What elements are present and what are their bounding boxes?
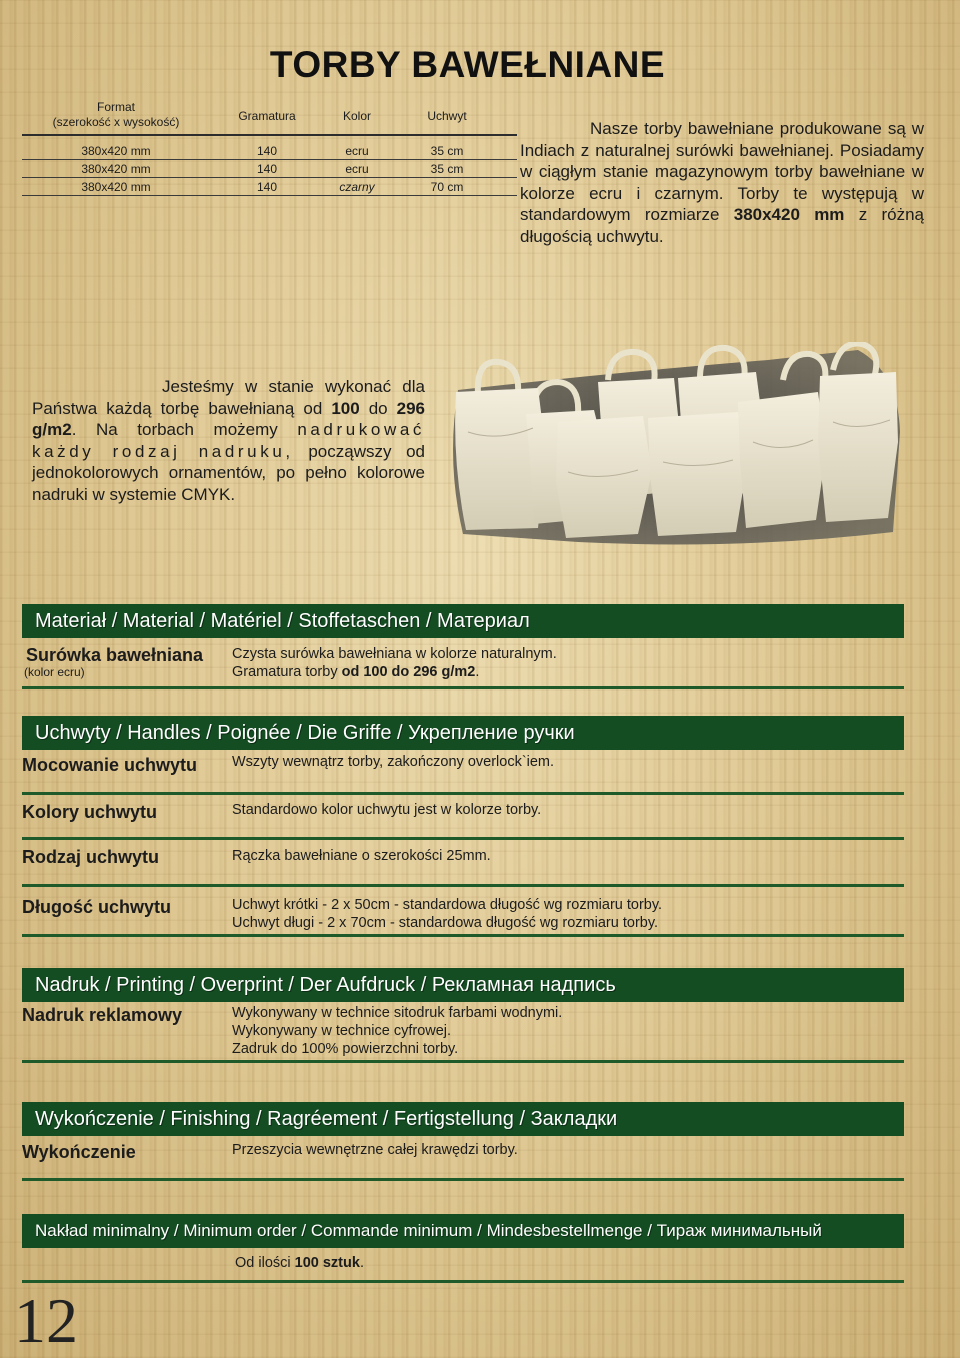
page-number: 12 (14, 1285, 78, 1356)
minimum-quantity: 100 sztuk (294, 1255, 360, 1271)
divider (22, 1178, 904, 1181)
handle-length-label: Długość uchwytu (22, 897, 172, 917)
custom-text: do (359, 398, 397, 418)
handle-type-label: Rodzaj uchwytu (22, 847, 160, 867)
material-line: Gramatura torby (232, 664, 342, 680)
intro-paragraph (520, 118, 924, 247)
divider (22, 884, 904, 887)
intro-text-end: z różną długością uchwytu. (520, 205, 924, 246)
divider (22, 1060, 904, 1063)
page-title: TORBY BAWEŁNIANE (269, 44, 666, 85)
handle-mounting-label: Mocowanie uchwytu (22, 755, 198, 775)
printing-heading: Nadruk / Printing / Overprint / Der Aufdruck / Рекламная надпись (22, 968, 904, 1002)
cell-color: czarny (339, 180, 375, 194)
minimum-order-heading: Nakład minimalny / Minimum order / Commande minimum / Mindesbestellmenge / Тираж минимальный (22, 1214, 904, 1248)
custom-paragraph (32, 376, 425, 505)
material-line: Czysta surówka bawełniana w kolorze naturalnym. (232, 646, 557, 662)
divider (22, 686, 904, 689)
printing-description (232, 1004, 562, 1058)
handle-colors-value: Standardowo kolor uchwytu jest w kolorze torby. (232, 802, 542, 818)
divider (22, 792, 904, 795)
material-sublabel: (kolor ecru) (24, 665, 85, 679)
minimum-suffix: . (359, 1255, 364, 1271)
custom-text: Jesteśmy w stanie wykonać dla Państwa każdą torbę bawełnianą od (32, 377, 425, 418)
minimum-order-value (235, 1254, 364, 1272)
handle-mounting-value: Wszyty wewnątrz torby, zakończony overlock`iem. (232, 754, 555, 770)
cell-weight: 140 (256, 144, 278, 158)
custom-weight-min: 100 (331, 398, 360, 418)
header-format-sub: (szerokość x wysokość) (52, 115, 180, 129)
handle-length-value (232, 896, 662, 932)
header-format: Format (96, 100, 135, 114)
handle-length-short: Uchwyt krótki - 2 x 50cm - standardowa długość wg rozmiaru torby. (232, 897, 663, 913)
custom-text-spaced: nadrukować każdy rodzaj nadruku, (32, 420, 425, 461)
material-description (232, 645, 557, 681)
cell-color: ecru (345, 144, 369, 158)
header-color: Kolor (342, 109, 371, 123)
intro-text: Nasze torby bawełniane produkowane są w Indiach z naturalnej surówki bawełnianej. Posiadamy w ciągłym stanie magazynowym torby bawełniane w kolorze ecru i czarnym. Torby te występują w standardowym rozmiarze (520, 119, 924, 224)
material-weight-range: od 100 do 296 g/m2 (341, 664, 476, 680)
handles-heading: Uchwyty / Handles / Poignée / Die Griffe / Укрепление ручки (22, 716, 904, 750)
material-heading: Materiał / Material / Matériel / Stoffetaschen / Материал (22, 604, 904, 638)
cell-weight: 140 (256, 180, 278, 194)
printing-label: Nadruk reklamowy (22, 1005, 183, 1025)
header-weight: Gramatura (238, 109, 296, 123)
cell-format: 380x420 mm (81, 162, 151, 176)
material-line-end: . (475, 664, 480, 680)
table-row (22, 178, 517, 196)
header-handle: Uchwyt (427, 109, 467, 123)
handle-type-value: Rączka bawełniane o szerokości 25mm. (232, 848, 491, 864)
printing-line: Wykonywany w technice sitodruk farbami wodnymi. (232, 1005, 563, 1021)
cell-weight: 140 (256, 162, 278, 176)
cell-handle: 70 cm (430, 180, 464, 194)
custom-text: począwszy od jednokolorowych ornamentów, po pełno kolorowe nadruki w systemie CMYK. (32, 441, 426, 504)
cell-format: 380x420 mm (81, 180, 151, 194)
cell-color: ecru (345, 162, 369, 176)
cell-handle: 35 cm (430, 162, 464, 176)
spec-table-header (22, 98, 517, 136)
cell-format: 380x420 mm (81, 144, 151, 158)
table-row (22, 160, 517, 178)
divider (22, 934, 904, 937)
cotton-bags-photo (438, 342, 908, 554)
custom-weight-max: 296 g/m2 (32, 398, 425, 439)
intro-size: 380x420 mm (733, 205, 845, 224)
minimum-prefix: Od ilości (235, 1255, 295, 1271)
finishing-label: Wykończenie (22, 1142, 136, 1162)
printing-line: Wykonywany w technice cyfrowej. (232, 1023, 452, 1039)
handle-length-long: Uchwyt długi - 2 x 70cm - standardowa długość wg rozmiaru torby. (232, 915, 659, 931)
finishing-heading: Wykończenie / Finishing / Ragréement / Fertigstellung / Закладки (22, 1102, 904, 1136)
material-label: Surówka bawełniana (26, 645, 204, 665)
printing-line: Zadruk do 100% powierzchni torby. (232, 1041, 459, 1057)
handle-colors-label: Kolory uchwytu (22, 802, 158, 822)
spec-table (22, 98, 517, 196)
cell-handle: 35 cm (430, 144, 464, 158)
table-row (22, 142, 517, 160)
finishing-value: Przeszycia wewnętrzne całej krawędzi torby. (232, 1142, 518, 1158)
custom-text: . Na torbach możemy (71, 420, 298, 439)
divider (22, 837, 904, 840)
divider (22, 1280, 904, 1283)
